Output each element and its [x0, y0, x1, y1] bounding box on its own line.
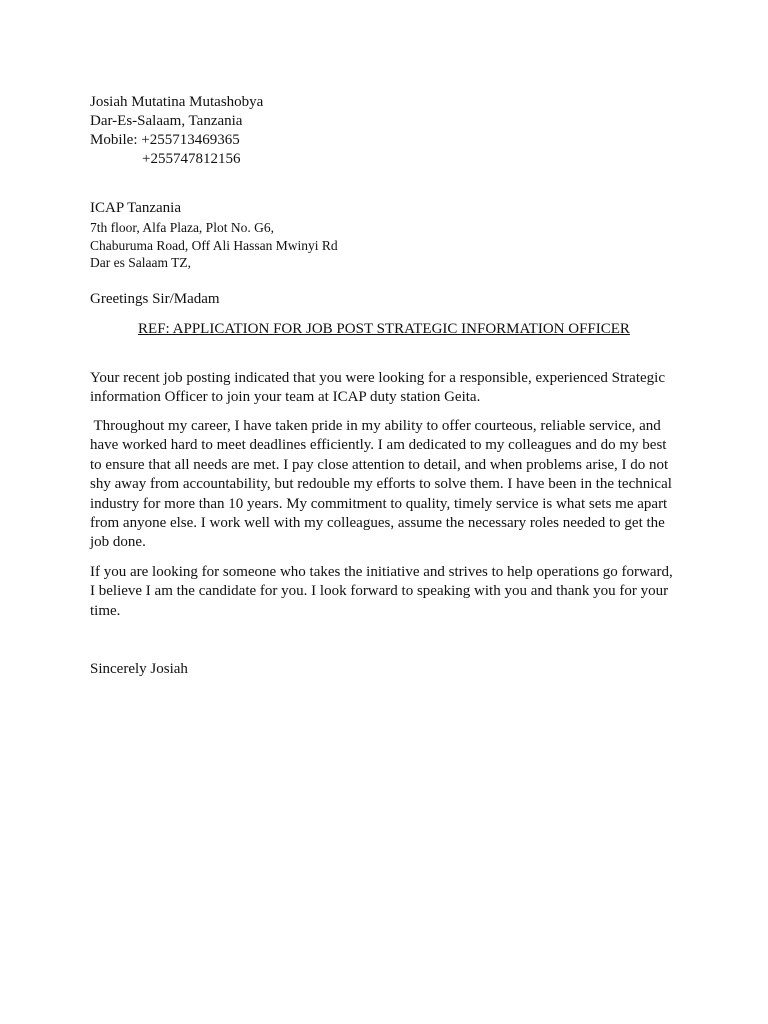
paragraph-line: Your recent job posting indicated that you were looking for a responsible, experienced Strategic	[90, 370, 665, 386]
paragraph-line: I believe I am the candidate for you. I look forward to speaking with you and thank you for your	[90, 583, 669, 600]
paragraph-line: to ensure that all needs are met. I pay close attention to detail, and when problems arise, I do not	[90, 456, 669, 473]
paragraph-line: job done.	[90, 534, 146, 551]
paragraph-line: Throughout my career, I have taken pride in my ability to offer courteous, reliable service, and	[90, 418, 661, 434]
recipient-address-line: Dar es Salaam TZ,	[90, 255, 191, 270]
paragraph-line: have worked hard to meet deadlines efficiently. I am dedicated to my colleagues and do my best	[90, 437, 667, 454]
recipient-org-name: ICAP Tanzania	[90, 200, 182, 216]
paragraph-line: time.	[90, 602, 121, 619]
sender-mobile: Mobile: +255713469365	[90, 132, 240, 148]
reference-line: REF: APPLICATION FOR JOB POST STRATEGIC INFORMATION OFFICER	[138, 321, 630, 337]
body-paragraph-3	[90, 563, 673, 621]
closing-signoff: Sincerely Josiah	[90, 661, 188, 677]
sender-mobile-alt: +255747812156	[142, 151, 241, 167]
paragraph-line: industry for more than 10 years. My commitment to quality, timely service is what sets me apart	[90, 495, 668, 512]
paragraph-line: from anyone else. I work well with my colleagues, assume the necessary roles needed to get the	[90, 515, 665, 532]
body-paragraph-1	[90, 369, 665, 408]
sender-city: Dar-Es-Salaam, Tanzania	[90, 113, 243, 129]
paragraph-line: shy away from accountability, but redouble my efforts to solve them. I have been in the technical	[90, 476, 672, 493]
recipient-address-line: 7th floor, Alfa Plaza, Plot No. G6,	[90, 220, 274, 235]
recipient-organization	[90, 199, 181, 218]
recipient-address-line: Chaburuma Road, Off Ali Hassan Mwinyi Rd	[90, 237, 338, 253]
sender-name: Josiah Mutatina Mutashobya	[90, 94, 264, 110]
paragraph-line: If you are looking for someone who takes the initiative and strives to help operations go forward,	[90, 564, 673, 580]
body-paragraph-2	[90, 417, 672, 553]
sender-address-block	[90, 93, 263, 169]
salutation: Greetings Sir/Madam	[90, 291, 220, 307]
paragraph-line: information Officer to join your team at ICAP duty station Geita.	[90, 389, 481, 406]
recipient-address-block	[90, 219, 338, 272]
